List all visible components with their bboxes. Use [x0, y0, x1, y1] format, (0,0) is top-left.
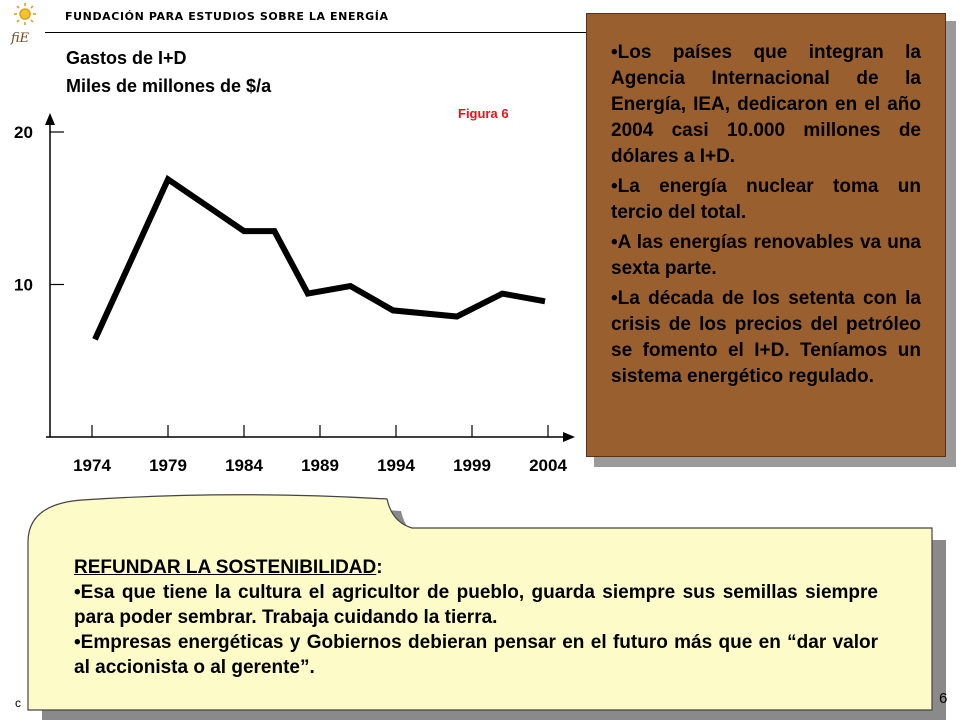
info-bullet: • Los países que integran la Agencia Internacional de la Energía, IEA, dedicaron en el año 2004 casi 10.000 millones de dólares a I+D.: [611, 40, 921, 170]
x-tick-label: 1989: [301, 456, 339, 475]
footer-mark: c: [15, 696, 21, 710]
x-tick-label: 1999: [453, 456, 491, 475]
info-bullet: • La década de los setenta con la crisis de los precios del petróleo se fomento el I+D. Teníamos un sistema energético regulado.: [611, 286, 921, 390]
note-heading: [74, 555, 878, 580]
x-tick-label: 1994: [377, 456, 415, 475]
info-bullet: • A las energías renovables va una sexta parte.: [611, 230, 921, 282]
note-heading-text: REFUNDAR LA SOSTENIBILIDAD: [74, 557, 377, 578]
y-tick-label: 20: [14, 123, 33, 142]
note-block: [74, 555, 878, 680]
logo-text: fiE: [11, 31, 30, 46]
organization-name: FUNDACIÓN PARA ESTUDIOS SOBRE LA ENERGÍA: [65, 10, 389, 23]
info-bullet: • La energía nuclear toma un tercio del total.: [611, 174, 921, 226]
note-bullet: • Esa que tiene la cultura el agricultor de pueblo, guarda siempre sus semillas siempre para poder sembrar. Trabaja cuidando la tierra.: [74, 580, 878, 630]
x-tick-label: 1979: [149, 456, 187, 475]
figure-label: Figura 6: [458, 106, 509, 121]
chart-subtitle: Miles de millones de $/a: [66, 76, 272, 96]
x-tick-label: 1974: [73, 456, 111, 475]
x-tick-label: 2004: [529, 456, 567, 475]
note-bullet: • Empresas energéticas y Gobiernos debieran pensar en el futuro más que en “dar valor al accionista o al gerente”.: [74, 630, 878, 680]
y-tick-label: 10: [14, 275, 33, 295]
chart-title: Gastos de I+D: [66, 48, 187, 68]
page-number: 6: [939, 690, 948, 707]
note-heading-colon: :: [376, 557, 383, 578]
x-tick-label: 1984: [225, 456, 263, 475]
